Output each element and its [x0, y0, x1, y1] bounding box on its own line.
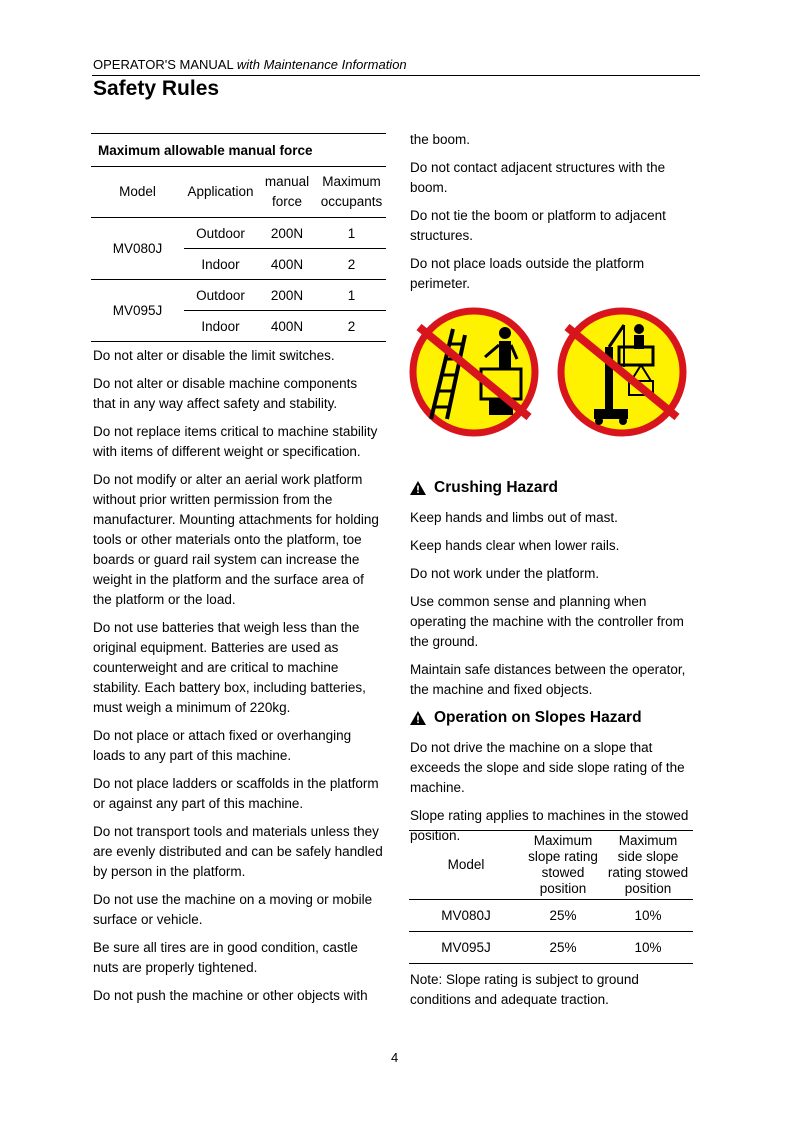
col-application: Application	[184, 167, 257, 218]
paragraph: Do not use batteries that weigh less than the original equipment. Batteries are used as counterweight and are critical to machine stability. Each battery box, including batteries, must weigh a minimum of 220kg.	[93, 620, 366, 715]
right-column-hazards	[410, 478, 705, 854]
paragraph: Do not transport tools and materials unless they are evenly distributed and can be safely handled by person in the platform.	[93, 824, 383, 879]
paragraph: Do not push the machine or other objects with	[93, 988, 368, 1003]
paragraph: Do not place or attach fixed or overhanging loads to any part of this machine.	[93, 728, 352, 763]
paragraph: Do not alter or disable the limit switches.	[93, 348, 335, 363]
paragraph: Do not modify or alter an aerial work platform without prior written permission from the manufacturer. Mounting attachments for holding tools or other materials onto the platform, toe boards or guard rail system can increase the weight in the platform and the surface area of the platform or the load.	[93, 472, 379, 607]
no-overhanging-load-sign-icon	[561, 311, 683, 433]
warning-triangle-icon	[410, 711, 426, 725]
col-model: Model	[409, 831, 523, 900]
table-caption: Maximum allowable manual force	[91, 134, 386, 167]
table-row: MV095J Outdoor 200N 1	[91, 280, 386, 311]
header-title: OPERATOR'S MANUAL	[93, 57, 234, 72]
paragraph: Keep hands and limbs out of mast.	[410, 510, 618, 525]
paragraph: Keep hands clear when lower rails.	[410, 538, 620, 553]
paragraph: Do not replace items critical to machine stability with items of different weight or specification.	[93, 424, 378, 459]
table-row: MV080J 25% 10%	[409, 900, 693, 932]
paragraph: Do not alter or disable machine components that in any way affect safety and stability.	[93, 376, 358, 411]
col-side-slope-rating: Maximum side slope rating stowed position	[603, 831, 693, 900]
paragraph: Do not work under the platform.	[410, 566, 600, 581]
col-model: Model	[91, 167, 184, 218]
paragraph: Do not tie the boom or platform to adjacent structures.	[410, 208, 666, 243]
col-max-occupants: Maximum occupants	[317, 167, 386, 218]
manual-force-table	[91, 133, 386, 342]
table-row: Indoor 400N 2	[91, 311, 386, 342]
paragraph: Do not place ladders or scaffolds in the platform or against any part of this machine.	[93, 776, 379, 811]
prohibition-signs	[409, 307, 694, 437]
paragraph: Maintain safe distances between the operator, the machine and fixed objects.	[410, 662, 686, 697]
paragraph: the boom.	[410, 132, 471, 147]
paragraph: Use common sense and planning when operating the machine with the controller from the ground.	[410, 594, 684, 649]
table-row: MV080J Outdoor 200N 1	[91, 218, 386, 249]
table-row: Indoor 400N 2	[91, 249, 386, 280]
paragraph: Do not contact adjacent structures with the boom.	[410, 160, 666, 195]
paragraph: Do not use the machine on a moving or mobile surface or vehicle.	[93, 892, 373, 927]
page-number: 4	[391, 1050, 399, 1065]
no-ladder-sign-icon	[413, 311, 535, 433]
col-manual-force: manual force	[257, 167, 317, 218]
left-column	[93, 346, 383, 1014]
crushing-hazard-heading: Crushing Hazard	[410, 478, 705, 498]
col-slope-rating: Maximum slope rating stowed position	[523, 831, 603, 900]
paragraph: Do not drive the machine on a slope that exceeds the slope and side slope rating of the machine.	[410, 740, 685, 795]
paragraph: Slope rating applies to machines in the stowed position.	[410, 808, 689, 843]
paragraph: Do not place loads outside the platform perimeter.	[410, 256, 645, 291]
right-column-top	[410, 130, 705, 302]
slope-note: Note: Slope rating is subject to ground conditions and adequate traction.	[410, 972, 639, 1007]
header-rule	[92, 75, 700, 76]
slopes-hazard-heading: Operation on Slopes Hazard	[410, 708, 705, 728]
header-subtitle: with Maintenance Information	[236, 57, 407, 72]
warning-triangle-icon	[410, 481, 426, 495]
page-title: Safety Rules	[93, 77, 220, 100]
table-row: MV095J 25% 10%	[409, 932, 693, 964]
running-header	[93, 57, 407, 72]
paragraph: Be sure all tires are in good condition, castle nuts are properly tightened.	[93, 940, 358, 975]
slope-rating-table	[409, 830, 693, 964]
